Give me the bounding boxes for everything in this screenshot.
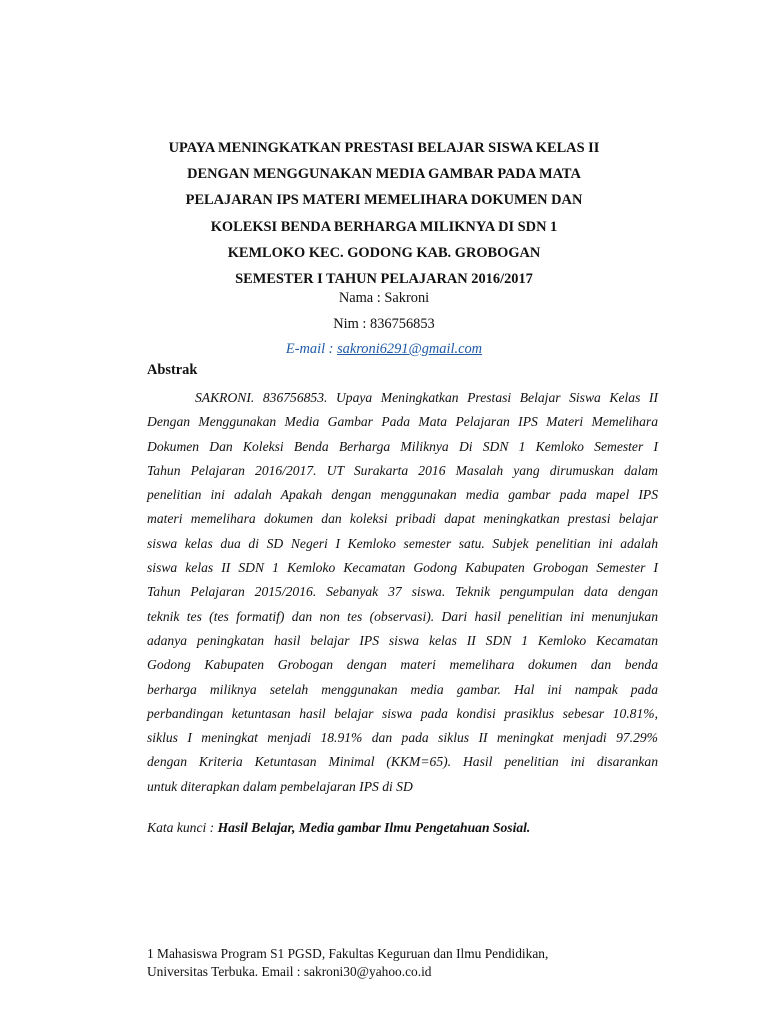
author-email-line: [0, 337, 768, 363]
keywords: [147, 820, 530, 836]
title-line: SEMESTER I TAHUN PELAJARAN 2016/2017: [235, 271, 533, 288]
footnote-line: 1 Mahasiswa Program S1 PGSD, Fakultas Keguruan dan Ilmu Pendidikan,: [147, 946, 549, 961]
abstract-heading: Abstrak: [147, 362, 198, 378]
email-link[interactable]: sakroni6291@gmail.com: [337, 341, 483, 357]
abstract-line: Dengan Menggunakan Media Gambar Pada Mata Pelajaran IPS Materi Memelihara: [147, 414, 658, 430]
author-info: [0, 286, 768, 363]
keywords-label: Kata kunci :: [147, 820, 218, 835]
author-nim: Nim : 836756853: [333, 315, 435, 332]
abstract-body: [147, 386, 658, 799]
title-line: KOLEKSI BENDA BERHARGA MILIKNYA DI SDN 1: [210, 218, 558, 235]
abstract-line: Godong Kabupaten Grobogan dengan materi memelihara dokumen dan benda: [147, 657, 658, 673]
abstract-line: untuk diterapkan dalam pembelajaran IPS di SD: [147, 778, 413, 794]
title-line: UPAYA MENINGKATKAN PRESTASI BELAJAR SISWA KELAS II: [168, 140, 600, 156]
abstract-line: Tahun Pelajaran 2015/2016. Sebanyak 37 siswa. Teknik pengumpulan data dengan: [147, 584, 658, 600]
abstract-line: materi memelihara dokumen dan koleksi pribadi dapat meningkatkan prestasi belajar: [147, 511, 658, 527]
abstract-line: SAKRONI. 836756853. Upaya Meningkatkan Prestasi Belajar Siswa Kelas II: [195, 390, 658, 405]
email-label: E-mail :: [285, 341, 338, 357]
abstract-line: siswa kelas dua di SD Negeri I Kemloko semester satu. Subjek penelitian ini adalah: [147, 535, 658, 551]
abstract-line: dengan Kriteria Ketuntasan Minimal (KKM=65). Hasil penelitian ini disarankan: [147, 754, 658, 770]
abstract-line: berharga miliknya setelah menggunakan media gambar. Hal ini nampak pada: [147, 681, 658, 697]
footnote: [147, 945, 548, 981]
title-line: PELAJARAN IPS MATERI MEMELIHARA DOKUMEN DAN: [185, 192, 583, 209]
footnote-line: Universitas Terbuka. Email : sakroni30@yahoo.co.id: [147, 964, 432, 979]
abstract-line: adanya peningkatan hasil belajar IPS siswa kelas II SDN 1 Kemloko Kecamatan: [147, 632, 658, 648]
keywords-value: Hasil Belajar, Media gambar Ilmu Pengetahuan Sosial.: [217, 820, 531, 835]
abstract-line: teknik tes (tes formatif) dan non tes (observasi). Dari hasil penelitian ini menunjukan: [147, 608, 658, 624]
abstract-line: Dokumen Dan Koleksi Benda Berharga Miliknya Di SDN 1 Kemloko Semester I: [147, 438, 658, 454]
author-name: Nama : Sakroni: [338, 290, 430, 306]
title-line: KEMLOKO KEC. GODONG KAB. GROBOGAN: [227, 244, 541, 261]
title-line: DENGAN MENGGUNAKAN MEDIA GAMBAR PADA MATA: [187, 166, 581, 183]
abstract-line: siklus I meningkat menjadi 18.91% dan pada siklus II meningkat menjadi 97.29%: [147, 730, 658, 746]
abstract-line: penelitian ini adalah Apakah dengan menggunakan media gambar pada mapel IPS: [147, 487, 658, 503]
paper-title: [0, 135, 768, 292]
abstract-line: perbandingan ketuntasan hasil belajar siswa pada kondisi prasiklus sebesar 10.81%,: [147, 705, 658, 721]
abstract-line: Tahun Pelajaran 2016/2017. UT Surakarta 2016 Masalah yang dirumuskan dalam: [147, 462, 658, 478]
abstract-line: siswa kelas II SDN 1 Kemloko Kecamatan Godong Kabupaten Grobogan Semester I: [147, 560, 658, 576]
